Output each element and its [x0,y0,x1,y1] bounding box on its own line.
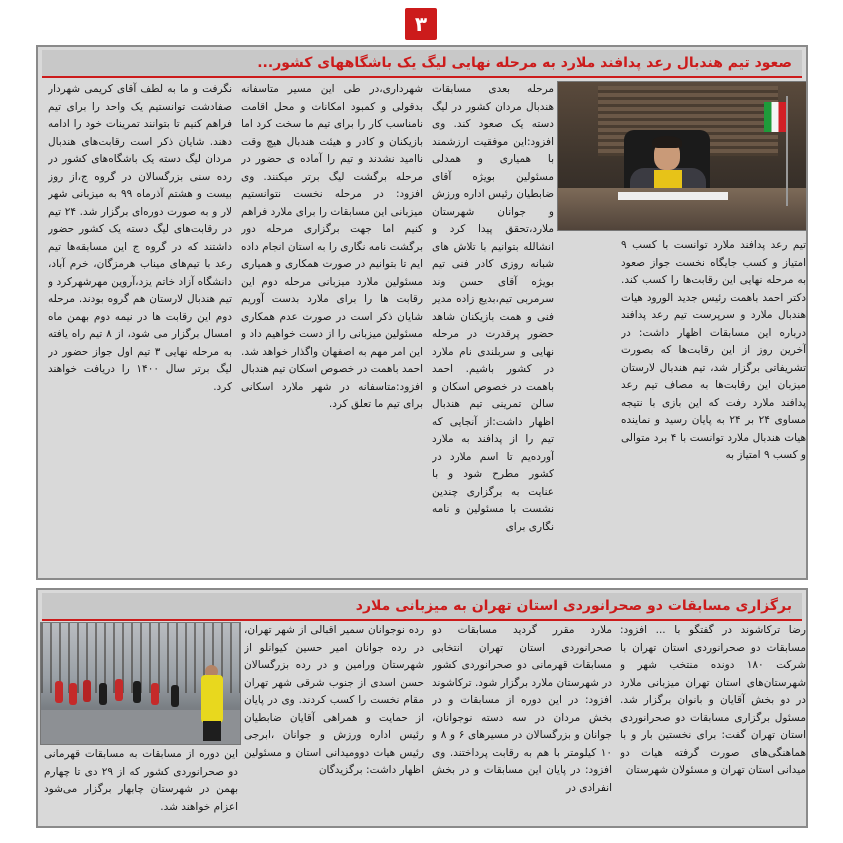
article-handball-headline: صعود تیم هندبال رعد پدافند ملارد به مرحله نهایی لیگ یک باشگاههای کشور... [42,50,802,78]
runners-photo [40,622,241,745]
article-handball-col2: مرحله بعدی مسابقات هندبال مردان کشور در لیگ دسته یک صعود کند. وی افزود:این موفقیت ارزشمند با همیاری و همدلی مسئولین بویژه آقای ضابطیان رئیس اداره ورزش و جوانان شهرستان ملارد،تحقق پیدا کرد و انشالله بتوانیم با تلاش های شبانه روزی کادر فنی تیم بویژه آقای حسن وند سرمربی تیم،بدیع زاده مدیر فنی و همت بازیکنان شاهد حضور پرقدرت در مرحله نهایی و سربلندی نام ملارد در کشور باشیم. احمد باهمت در خصوص اسکان و سالن تمرینی تیم هندبال اظهار داشت:از آنجایی که تیم را از پدافند به ملارد آورده‌یم تا اسم ملارد در کشور مطرح شود و با عنایت به برگزاری چندین نشست با مسئولین و نامه نگاری برای [432,83,554,533]
article-running-col3: رده نوجوانان سمیر اقبالی از شهر تهران، در رده جوانان امیر حسین کیوانلو از شهرستان ورامین و در رده بزرگسالان حسن اسدی از جنوب شرقی شهر تهران مقام نخست را کسب کردند. وی در پایان از حمایت و همراهی آقایان ضابطیان رئیس اداره ورزش و جوانان ،ابرجی رئیس هیات دوومیدانی استان و مسئولین اظهار داشت: برگزیدگان [244,624,424,776]
article-running-headline: برگزاری مسابقات دو صحرانوردی استان تهران به میزبانی ملارد [42,593,802,621]
iran-flag-icon [764,102,786,132]
article-handball [36,45,808,580]
article-running-col2: ملارد مقرر گردید مسابقات دو صحرانوردی استان تهران انتخابی مسابقات قهرمانی دو صحرانوردی کشور در شهرستان ملارد برگزار شود. ترکاشوند افزود: در این دوره از مسابقات و در بخش مردان در سه دسته نوجوانان، جوانان و بزرگسالان در مسیرهای ۶ و ۸ و ۱۰ کیلومتر با هم به رقابت پرداختند. وی افزود: در پایان این مسابقات و در بخش انفرادی در [432,624,612,794]
page-number-badge: ۳ [405,8,437,40]
article-handball-col4: نگرفت و ما به لطف آقای کریمی شهردار صفادشت توانستیم یک واحد را برای تیم فراهم کنیم تا بتوانند تمرینات خود را ادامه دهند. شایان ذکر است رقابت‌های هندبال مردان لیگ دسته یک باشگاه‌های کشور در رده سنی بزرگسالان در گروه ج،از روز بیست و هشتم آذرماه ۹۹ به میزبانی شهر لار و به صورت دوره‌ای برگزار شد. ۲۴ تیم در رقابت‌های لیگ دسته یک کشور حضور داشتند که در گروه ج این مسابقه‌ها تیم رعد با تیم‌های میناب هرمزگان، خرم آباد، دانشگاه آزاد خاتم یزد،آروین مهرشهرکرد و تیم هندبال لارستان هم گروه بودند. مرحله دوم این رقابت ها در نیمه دوم بهمن ماه امسال برگزار می شود، از ۸ تیم راه یافته به مرحله نهایی ۳ تیم اول جواز حضور در لیگ برتر سال ۱۴۰۰ را دریافت خواهند کرد. [48,83,232,393]
article-running [36,588,808,828]
official-office-photo [557,81,808,231]
article-running-col1: رضا ترکاشوند در گفتگو با ... افزود: مسابقات دو صحرانوردی استان تهران با شرکت ۱۸۰ دونده منتخب شهر و شهرستان‌های استان تهران میزبانی ملارد در دو بخش آقایان و بانوان برگزار شد. مسئول برگزاری مسابقات دو صحرانوردی استان تهران گفت: برای نخستین بار و با هماهنگی‌های صورت گرفته هیات دو میدانی استان تهران و مسئولان شهرستان [620,624,806,776]
article-handball-col3: شهرداری،در طی این مسیر متاسفانه بدقولی و کمبود امکانات و محل اقامت نامناسب کار را برای تیم ما سخت کرد اما بازیکنان و کادر و هیئت هندبال هیچ وقت ناامید نشدند و تیم را آماده ی حضور در مرحله برگشت لیگ برتر میکنند. وی افزود: در مرحله نخست نتوانستیم میزبانی این مسابقات را برای ملارد فراهم کنیم اما جهت برگزاری مرحله دور برگشت نامه نگاری را به استان انجام داده ایم تا بتوانیم در صورت همکاری و همیاری مسئولین ملارد میزبانی مرحله دوم این رقابت ها را برای ملارد بدست آوریم شایان ذکر است در صورت عدم همکاری مسئولین میزبانی را از دست خواهیم داد و این امر مهم به اصفهان واگذار خواهد شد. احمد باهمت در خصوص اسکان تیم هندبال افزود:متاسفانه در شهر ملارد اسکانی برای تیم ما تعلق کرد. [241,83,423,410]
article-running-col4: این دوره از مسابقات به مسابقات قهرمانی دو صحرانوردی کشور که از ۲۹ دی تا چهارم بهمن در شهرستان چابهار برگزار می‌شود اعزام خواهند شد. [44,748,238,813]
article-handball-col1: تیم رعد پدافند ملارد توانست با کسب ۹ امتیاز و کسب جایگاه نخست جواز صعود به مرحله نهایی این رقابت‌ها را کسب کند. دکتر احمد باهمت رئیس جدید الورود هیات هندبال ملارد و سرپرست تیم رعد پدافند درباره این مسابقات اظهار داشت: در آخرین روز از این رقابت‌ها که بصورت تشریفاتی برگزار شد، تیم هندبال لارستان میزبان این رقابت‌ها به مصاف تیم رعد پدافند ملارد رفت که این بازی با نتیجه مساوی ۲۴ بر ۲۴ به پایان رسید و نماینده هیات هندبال ملارد توانست با ۴ برد متوالی و کسب ۹ امتیاز به [621,239,806,461]
